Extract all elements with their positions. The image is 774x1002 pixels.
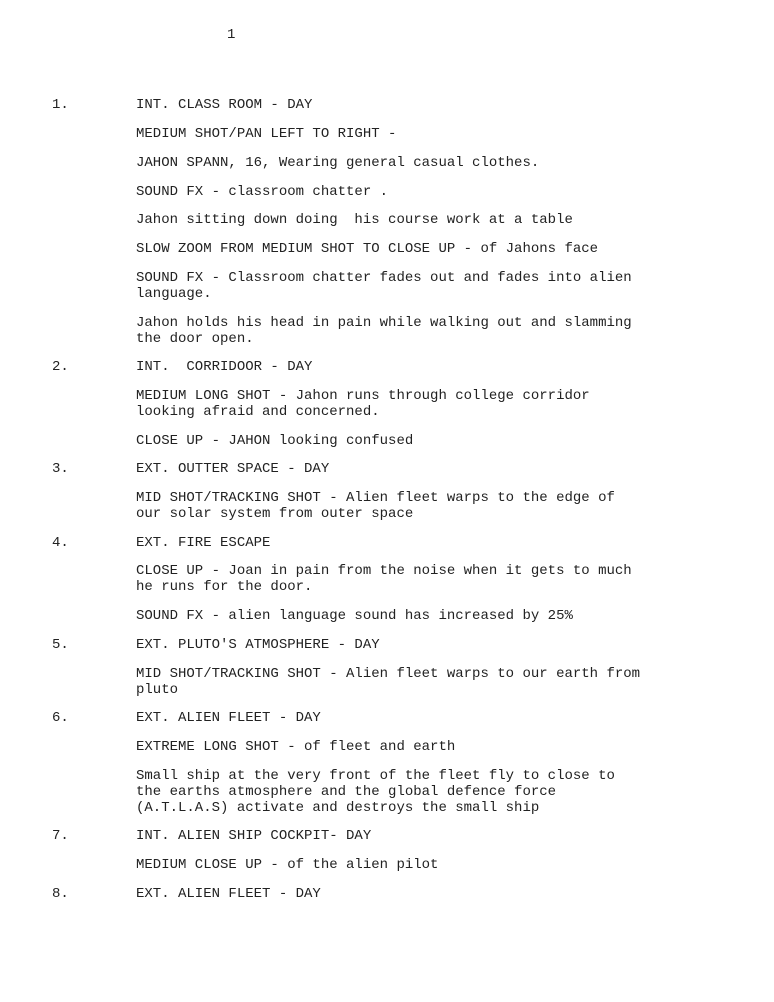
scene-heading: INT. CORRIDOOR - DAY [136,359,313,375]
action-line: CLOSE UP - Joan in pain from the noise when it gets to much he runs for the door. [136,563,632,595]
action-line: Jahon holds his head in pain while walking out and slamming the door open. [136,315,632,347]
action-line: Jahon sitting down doing his course work at a table [136,212,573,228]
scene-heading: EXT. OUTTER SPACE - DAY [136,461,330,477]
scene-number: 8. [52,886,69,902]
action-line: MEDIUM CLOSE UP - of the alien pilot [136,857,439,873]
action-line: CLOSE UP - JAHON looking confused [136,433,414,449]
scene-heading: EXT. PLUTO'S ATMOSPHERE - DAY [136,637,380,653]
action-line: SOUND FX - Classroom chatter fades out and fades into alien language. [136,270,632,302]
action-line: SLOW ZOOM FROM MEDIUM SHOT TO CLOSE UP - of Jahons face [136,241,599,257]
action-line: EXTREME LONG SHOT - of fleet and earth [136,739,456,755]
action-line: MID SHOT/TRACKING SHOT - Alien fleet warps to the edge of our solar system from outer space [136,490,615,522]
scene-heading: INT. CLASS ROOM - DAY [136,97,313,113]
scene-number: 2. [52,359,69,375]
action-line: SOUND FX - alien language sound has increased by 25% [136,608,573,624]
scene-number: 7. [52,828,69,844]
scene-heading: EXT. FIRE ESCAPE [136,535,271,551]
scene-number: 5. [52,637,69,653]
action-line: JAHON SPANN, 16, Wearing general casual clothes. [136,155,540,171]
scene-number: 3. [52,461,69,477]
scene-number: 1. [52,97,69,113]
scene-heading: EXT. ALIEN FLEET - DAY [136,886,321,902]
scene-heading: EXT. ALIEN FLEET - DAY [136,710,321,726]
action-line: MEDIUM SHOT/PAN LEFT TO RIGHT - [136,126,397,142]
action-line: SOUND FX - classroom chatter . [136,184,389,200]
scene-heading: INT. ALIEN SHIP COCKPIT- DAY [136,828,372,844]
page-number: 1 [227,27,236,43]
action-line: MID SHOT/TRACKING SHOT - Alien fleet warps to our earth from pluto [136,666,641,698]
action-line: MEDIUM LONG SHOT - Jahon runs through college corridor looking afraid and concerned. [136,388,590,420]
scene-number: 6. [52,710,69,726]
action-line: Small ship at the very front of the fleet fly to close to the earths atmosphere and the global defence force (A.T.L.A.S) activate and destroys the small ship [136,768,615,816]
scene-number: 4. [52,535,69,551]
